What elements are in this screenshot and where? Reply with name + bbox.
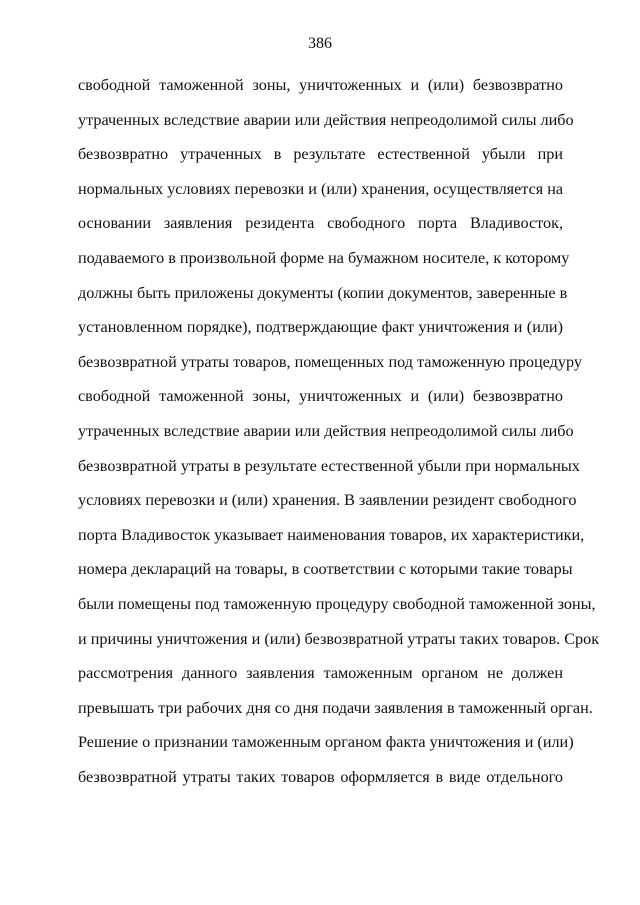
text-line: нормальных условиях перевозки и (или) хранения, осуществляется на	[78, 179, 564, 198]
text-line: свободной таможенной зоны, уничтоженных и (или) безвозвратно	[78, 76, 563, 94]
page-number: 386	[308, 35, 332, 52]
text-line: утраченных вследствие аварии или действия непреодолимой силы либо	[78, 421, 574, 440]
text-line: безвозвратно утраченных в результате естественной убыли при	[78, 145, 563, 164]
text-line: и причины уничтожения и (или) безвозвратной утраты таких товаров. Срок	[78, 629, 600, 648]
text-line: Решение о признании таможенным органом факта уничтожения и (или)	[78, 733, 574, 752]
text-line: рассмотрения данного заявления таможенным органом не должен	[78, 664, 563, 683]
text-line: безвозвратной утраты товаров, помещенных под таможенную процедуру	[78, 352, 582, 371]
text-line: установленном порядке), подтверждающие факт уничтожения и (или)	[78, 318, 563, 337]
text-line: порта Владивосток указывает наименования товаров, их характеристики,	[78, 525, 585, 544]
text-line: условиях перевозки и (или) хранения. В заявлении резидент свободного	[78, 491, 577, 510]
text-line: должны быть приложены документы (копии документов, заверенные в	[78, 283, 568, 302]
body-text	[78, 68, 600, 794]
text-line: основании заявления резидента свободного порта Владивосток,	[78, 214, 563, 233]
text-line: свободной таможенной зоны, уничтоженных и (или) безвозвратно	[78, 387, 563, 406]
text-line: подаваемого в произвольной форме на бумажном носителе, к которому	[78, 248, 570, 267]
text-line: утраченных вследствие аварии или действия непреодолимой силы либо	[78, 110, 574, 129]
text-line: номера деклараций на товары, в соответствии с которыми такие товары	[78, 560, 573, 579]
text-line: безвозвратной утраты в результате естественной убыли при нормальных	[78, 456, 580, 475]
text-line: были помещены под таможенную процедуру свободной таможенной зоны,	[78, 594, 596, 613]
text-line: безвозвратной утраты таких товаров оформляется в виде отдельного	[78, 767, 563, 786]
text-line: превышать три рабочих дня со дня подачи заявления в таможенный орган.	[78, 698, 593, 717]
